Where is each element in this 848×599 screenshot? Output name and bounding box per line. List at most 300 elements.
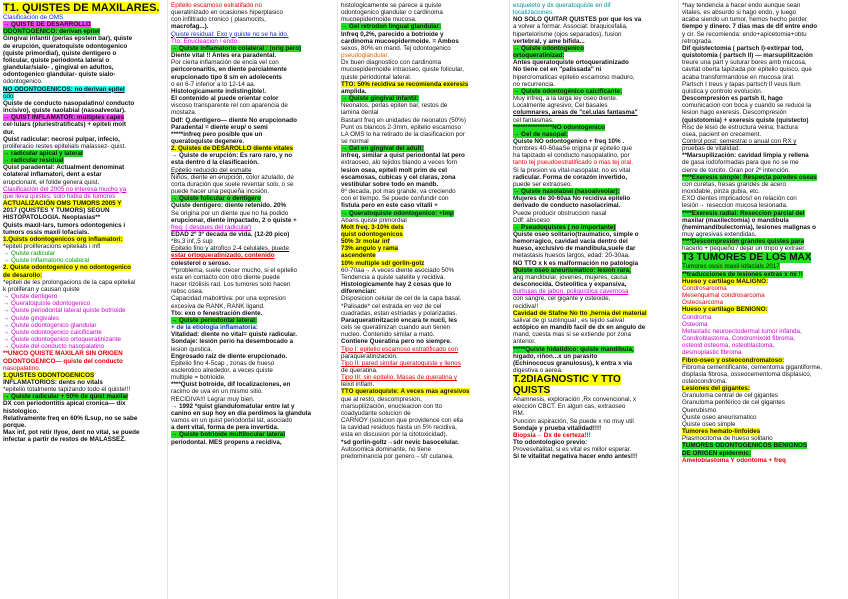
note-line: Ddf: absceso — [513, 216, 550, 224]
note-line: Puede producir obstruccion nasal — [513, 209, 607, 217]
note-line: odontogenico glandular- quiste sialo- — [3, 71, 116, 79]
note-line: puede ser extraoseo. — [513, 180, 573, 188]
note-line: treure una part y suturar bores amb mucosa, — [682, 59, 807, 67]
note-line: Tipo III: sin epitelio. Masas de queratina y — [341, 374, 457, 382]
note-line: Vitalidad: diente no vital= quiste radicular. — [171, 331, 298, 339]
section-heading: → Quiste folicular o dentigero — [171, 195, 261, 203]
list-item: → Queratoquiste odontogenico — [3, 300, 91, 308]
note-line: EDAD 2º 3º decada de vida. (12-20 pico) — [171, 231, 290, 238]
note-line: quistotomia ( partsch II) — marsupilitzación — [682, 52, 813, 60]
note-line: racimo de uva en un mismo sitio. — [171, 388, 264, 396]
section-heading: 2. Quiste odontogenico y no odontogenico — [3, 264, 132, 272]
note-line: Quiste residual: Exo y quiste no se ha ido. — [171, 30, 289, 38]
note-line: + de la etiologia inflamatoria: — [171, 324, 258, 332]
list-item: Metastatic neuroectodermal tumor infanda, — [682, 327, 802, 335]
note-line: **UNICO QUISTE MAXILAR SIN ORIGEN — [3, 350, 123, 358]
note-line: lesion hago exeresis. Descompresión — [682, 109, 787, 117]
note-line: 50% 3r molar inf — [341, 238, 390, 246]
section-heading: → Quiste odontogenico — [513, 44, 585, 52]
note-line: esta en contacto con otro diente puede — [171, 273, 280, 281]
section-heading: → QUISTE DE DESARROLLO — [3, 21, 91, 29]
note-line: hacer rizólisis rad. Los tumores solo hacen — [171, 281, 291, 289]
note-line: radicular. Forma de corazón invertido, — [513, 173, 628, 181]
note-line: ang mandibular, jovenes, mujeres, causa — [513, 273, 628, 281]
note-line: Tumores ossis maxil·lofacials 2017 — [682, 263, 780, 271]
list-item: Mesenquimal condrosarcoma — [682, 292, 765, 300]
note-line: colesterol o seroso. — [171, 259, 231, 267]
note-line: multiple = botrioide. — [171, 374, 226, 382]
section-heading: → Quiste nasolabial (nasoalveolar): — [513, 188, 620, 196]
note-line: Quiste dentigero: diente retenido. 20% — [171, 202, 287, 210]
note-line: 2017 (QUISTES Y TUMORS) SEGUN — [3, 207, 110, 215]
note-line: esta en discusion por la citotoxicidad). — [341, 431, 448, 439]
note-line: columnares, areas de "cel.ulas fantasma" — [513, 109, 638, 117]
note-line: Paraqueratinització encara te nucli, les — [341, 316, 458, 324]
list-item: Condroblastoma, Condromixoid fibroma, — [682, 335, 796, 343]
section-heading: ****Exeresis simple: Respecta paredes oseas — [682, 173, 817, 181]
note-line: Relativamente freq en 60% lLsup, no se sabe — [3, 414, 138, 422]
note-line: canino en sup hoy en dia perdimos la glandula — [171, 409, 311, 417]
note-line: hueso, exclusivo de mandibula,suele dar — [513, 245, 636, 253]
note-line: Neonatos, perlas epiten bar, restos de — [341, 102, 448, 110]
list-item: → Quiste odontogenico ortoqueratinizante — [3, 336, 121, 344]
note-line: → radicular residual — [3, 157, 64, 165]
note-line: infectar a partir de restos de MALASSEZ. — [3, 436, 126, 444]
note-line: con infiltrado cronico ( plasmocits, — [171, 16, 266, 24]
section-heading: → Quiste gingival infantil: — [341, 95, 419, 103]
note-line: de erupción, queratoquiste odontogenico — [3, 42, 128, 50]
note-line: Biopsia→ Dx de certeza!!! — [513, 431, 591, 439]
note-line: *epiteli de les prolongacions de la capa epitelial — [3, 278, 136, 286]
note-line: con curetas, fresas grandes de acero — [682, 180, 786, 188]
section-heading: → Quiste odontogénico calcificante: — [513, 87, 623, 95]
note-line: INFLAMATORIOS: dents no vitals — [3, 378, 103, 386]
note-line: incisivo), quiste naolabial (nasoalveolar). — [3, 107, 126, 115]
note-line: macrofag...). — [171, 23, 209, 31]
note-line: pericoronaritis, en diente parcialmente — [171, 66, 287, 74]
note-line: maxilar (maxilectomia) o mandibula — [682, 216, 789, 224]
note-line: → Quiste de erupción: Es raro raro, y no — [171, 152, 293, 160]
list-item: desmoplastic fibroma — [682, 349, 742, 357]
note-line: Capacidad mabolrtiva: por una expresion — [171, 295, 286, 303]
note-line: quiste periodontal lateral. — [341, 73, 412, 81]
note-line: *epitelio totalmente tapizando todo el quiste!!! — [3, 386, 131, 394]
list-item: → Quiste del conducto nasopalatino — [3, 343, 105, 351]
note-line: cel fantasmas. — [513, 116, 554, 124]
section-heading: Hueso y cartilago MALIGNO: — [682, 277, 769, 285]
note-line: Tto: Enucleacion / endo. — [171, 37, 239, 45]
note-line: excesiva de RANK, RANK ligand. — [171, 302, 265, 310]
note-line: coadyudante solucion de — [341, 409, 411, 417]
list-item: → Quiste periodontal lateral quiste botrioide — [3, 307, 126, 315]
note-line: Punción aspiración, Se puede x no muy util — [513, 417, 634, 425]
note-line: anterior. — [513, 338, 536, 346]
note-line: Ddf: Q.dentigero— diente No erupcionado — [171, 116, 297, 124]
note-line: Provesvitalitat, si es vital es millor esperar. — [513, 446, 632, 454]
note-line: lamina dental — [341, 109, 379, 117]
note-line: (quiste primordial), quiste dentigero o — [3, 49, 117, 57]
note-line: vitales, es absurdo si hago endo, y luego — [682, 9, 797, 17]
note-line: predominancia por genero→sfr cutanea, — [341, 452, 454, 460]
note-line: sexos, 80% en mand. Tej odontogenico — [341, 44, 451, 52]
section-heading: 1.Quists odontogenicos org inflamatori: — [3, 235, 123, 243]
note-line: cel·lulars (pluriestratificats) + epiteli molt — [3, 121, 126, 129]
list-item: Condroma — [682, 313, 712, 321]
note-line: salival de gl sublingual , es tejido salival — [513, 316, 624, 324]
note-line: Anamnesis, exploración ,Rx convencional, x — [513, 396, 637, 404]
note-line: Infreq 0,2%, parecido a botrioide y — [341, 30, 444, 38]
list-item: → Quiste odontogenico calcificante — [3, 328, 102, 336]
note-line: viscoso transparente rel con aparencia de — [171, 102, 288, 110]
note-line: Molt freq. 3-10% dels — [341, 223, 404, 231]
note-line: → 1992 *quist glandulomatular entre lat y — [171, 402, 295, 410]
note-line: NO TTO x k es malformación no patologia — [513, 259, 639, 267]
list-item: Osteoma — [682, 320, 708, 328]
note-line: cuadradas, estan estriadas y polarizadas. — [341, 309, 458, 317]
note-line: muy agresivas extendidas. — [682, 231, 757, 238]
note-line: Quists maxil·lars, tumors odontogenics i — [3, 221, 126, 229]
note-line: Muy infreq, a la larga ley oseo diente. — [513, 95, 618, 103]
note-line: marsupilización, enucleacion con tto — [341, 402, 443, 410]
note-line: Max inf, pot retir llyoe, dent no vital, se puede — [3, 429, 140, 437]
notes-column-5 — [682, 2, 845, 597]
note-line: Abans quiste primordial — [341, 216, 407, 224]
note-line: esqueleto y dx queratoquiste en dif — [513, 2, 611, 9]
note-line: tiempo y dinero. 7 dias mas de dif entre endo — [682, 23, 818, 31]
note-line: a volver a formar. Associat: braquicefalia, — [513, 23, 628, 31]
note-line: TTO: 50% recidiva se recomienda exeresis — [341, 80, 469, 88]
note-line: LA OMS lo ha retirado de la clasificacion por — [341, 130, 465, 138]
list-item: Plasmocitoma de hueso solitario — [682, 435, 773, 443]
section-heading: ACTUALIZACIÓN OMS TUMORS 2005 Y — [3, 200, 122, 208]
note-line: El contenido al puede orientar color — [171, 95, 279, 103]
note-line: Por cierta inflamación de encia vel con — [171, 59, 279, 67]
note-line: vertebral, y ame bifida... — [513, 37, 585, 45]
note-line: que lleva quistes, solo habla de tumores — [3, 192, 116, 200]
note-line: No tiene cel en "palissada" ni — [513, 66, 602, 74]
note-line: metastasis huesos largos, edad: 20-30aa. — [513, 252, 630, 260]
note-line: mucoepidermoide mucosa. — [341, 16, 417, 24]
list-item: Granuloma periférico de cel gigantes — [682, 399, 785, 407]
note-line: nucleo. Contenido similar a mató. — [341, 331, 435, 339]
note-line: acaba siendo un tumor, hemos hecho perder — [682, 16, 807, 24]
notes-column-1 — [3, 2, 164, 597]
note-line: CARNOY (solucion que providence con ella — [341, 417, 464, 425]
section-title: T.2DIAGNOSTIC Y TTO — [513, 374, 621, 386]
note-line: y cir. Se recomienda: endo+apicetomia+obtu — [682, 30, 807, 38]
note-line: Mujeres de 30-60aa No recidiva epitelio — [513, 195, 631, 203]
note-line: erupcionar, diente impactado, 2 o quiste + — [171, 216, 297, 224]
note-line: Engrosado raiz de diente erupcionado. — [171, 352, 288, 360]
section-title: QUISTS — [513, 385, 551, 397]
note-line: higado, riñon...x un parasito — [513, 352, 598, 360]
note-line: rebsc osea. — [171, 288, 204, 296]
note-line: no recurrencia. — [513, 80, 555, 88]
note-line: a dent vital, forma de pera invertida. — [171, 424, 279, 432]
note-line: Si te vitalitat negativa hacer endo antes!!! — [513, 453, 638, 461]
note-line: corta duración que suele reventar solo, o se — [171, 180, 294, 188]
note-line: osea, pacient en crecement. — [682, 130, 762, 138]
note-line: 73% angulo y rama — [341, 245, 399, 253]
list-item: Granuloma central de cel gigantes — [682, 392, 778, 400]
section-heading: ****************NO odontogenico — [513, 123, 606, 131]
note-line: TTO queratoquiste: A veces mas agresivos — [341, 388, 470, 396]
note-line: EXO dientes implicados// en relación con — [682, 195, 797, 203]
note-line: localizaciones. — [513, 9, 554, 17]
column-divider — [509, 0, 510, 599]
note-line: dur. — [3, 128, 15, 136]
list-item: Quiste oseo simple — [682, 420, 736, 428]
note-line: hacerlo + pequeño / dejar un tmpo y extraer. — [682, 245, 806, 253]
note-line: ODONTOGENICO— quiste del conducto — [3, 357, 123, 365]
note-line: hipertelorisme (ojos separados), fusion — [513, 30, 622, 38]
list-item: Quiste oseo aneurismatico — [682, 413, 757, 421]
list-item: → Quiste odontogenico glandular — [3, 321, 97, 329]
section-heading: → Pseudoquistes ( no importante) — [513, 223, 616, 231]
list-item: Querubismo — [682, 406, 717, 414]
note-line: vestibular sobre todo en mandb. — [341, 180, 439, 188]
note-line: elección CBCT. En algun cas, extraoseo — [513, 403, 626, 411]
note-line: Quiste de conducto nasopalatino/ conducto — [3, 99, 135, 107]
note-line: RM. — [513, 410, 525, 418]
notes-column-2 — [171, 2, 334, 597]
note-line: erupcionant, el folide genera quist. — [3, 178, 100, 186]
section-heading: ****Descompresión grandes quistes para — [682, 238, 805, 246]
note-line: se normal — [341, 137, 369, 145]
note-line: Partsch I treus y tapas partsch II veus llum — [682, 80, 801, 88]
note-line: Tipo I: epitelio escamoso estratificado con — [341, 345, 459, 353]
note-line: NO SOLO QUITAR QUISTES por que los va — [513, 16, 642, 24]
note-line: Epitelio escamoso estratifado no — [171, 2, 263, 9]
note-line: mand, cuesta mas si se extiende por zona — [513, 331, 631, 339]
section-heading: NO ODONTOGENICOS: no derivan epitel — [3, 85, 125, 93]
note-line: → Quiste radicular + 50% de quist maxilar — [3, 393, 129, 401]
note-line: esclerotico alrededor, a veces quiste — [171, 366, 273, 374]
note-line: escamosas, cubicas y cel claras, zona — [341, 173, 456, 181]
document-title: T1. QUISTES DE MAXILARES. — [3, 2, 160, 14]
note-line: mostaza. — [171, 109, 197, 117]
note-line: Niños, diente en erupción, color azulado, de — [171, 173, 294, 181]
note-line: Quiste oseo aneurismático: lesion rara, — [513, 266, 631, 274]
list-item: Fibroma cementificante, cementoma gigantiforme, — [682, 363, 822, 371]
note-line: retrograda. — [682, 37, 713, 45]
section-heading: → Quiste inflamatorio colateral : (orig pero) — [171, 44, 302, 52]
section-heading: de desarollo: — [3, 271, 43, 279]
section-heading: Fibro-oseo y osteocondromatoso: — [682, 356, 785, 364]
note-line: Contiene Queratina pero no siempre. — [341, 338, 452, 346]
list-item: osteoid osteoma, osteoblastoma, — [682, 342, 775, 350]
note-line: lesión→ reseccion mucosa lesionada. — [682, 202, 788, 210]
notes-column-3 — [341, 2, 506, 597]
note-line: de queratina. — [341, 366, 378, 374]
note-line: Quist radicular: necrosi pulpar, infecio, — [3, 135, 120, 143]
note-line: Dif quistectomia ( partsch I)-extirpar tod, — [682, 44, 804, 52]
note-line: periodontal. MES propens a recidiva, — [171, 438, 282, 446]
list-item: Ameloblastoma Y odontoma + freq — [682, 456, 786, 464]
list-item: Condrosarcoma — [682, 284, 727, 292]
note-line: queratoquiste degenere. — [171, 137, 245, 145]
note-line: fistula pero en este caso vitalli + — [341, 202, 438, 210]
note-line: Clasificación de OMS — [3, 14, 64, 21]
section-heading: Hueso y cartilago BENIGNO: — [682, 306, 768, 314]
note-line: Histologicamente hay 2 cosas que lo — [341, 281, 452, 289]
section-heading: → QUIST INFLAMATOR: múltiples capes — [3, 114, 125, 122]
note-line: Tto odontologico previo: — [513, 439, 588, 447]
note-line: lesion quistica. — [171, 345, 213, 353]
note-line: Risc de lesió de estructura veina, fractura — [682, 123, 798, 131]
note-line: con el tiempo. Se puede confundir con — [341, 195, 449, 203]
note-line: → radicular apical y lateral — [3, 149, 83, 157]
note-line: acaba transformandose en mucosa oral. — [682, 73, 795, 81]
note-line: Descompresión es partsh II, hago — [682, 95, 783, 103]
list-item: → Quiste radicular — [3, 250, 56, 258]
list-item: → Quiste gingivales — [3, 314, 59, 322]
note-line: *epiteli proliferacions epitelials i infl — [3, 243, 101, 250]
note-line: 10% multiple sd/ gorlin-golz — [341, 259, 425, 267]
note-line: histologico. — [3, 407, 39, 415]
note-line: Paradental = diente erup/ o semi — [171, 123, 268, 131]
column-divider — [337, 0, 338, 599]
note-line: Epitelio reducido del esmalte — [171, 166, 252, 174]
section-heading: 1.QUISTES ODONTOGENICOS — [3, 371, 95, 379]
note-line: Sondaje y prueba vitalidad!!!! — [513, 424, 602, 432]
note-line: porque. — [3, 421, 27, 429]
note-line: Punt os blancos 2-3mm, epitelio escamoso — [341, 123, 462, 131]
note-line: Autosomica dominante, no tiene — [341, 445, 431, 453]
note-line: desconocida. Osteolitica y expansiva, — [513, 281, 627, 289]
section-heading: → Queratoquiste odontogenico: +Imp — [341, 209, 454, 217]
note-line: o en 6-7 inferior a lo 12-14 aa. — [171, 80, 256, 88]
note-line: hombres 40-60aaSe origina pr epitelio que — [513, 145, 633, 153]
note-line: cierre de torcito. Gran por 2º intención. — [682, 166, 791, 174]
note-line: inoxidable, pinza gubia, etc. — [682, 188, 760, 196]
note-line: hemorragico, cavidad vacia dentro del — [513, 238, 628, 246]
note-line: la cavidad residuos hasta un 5% recidiva, — [341, 424, 457, 432]
note-line: comunicacion con boca y cuando se reduce la — [682, 102, 812, 110]
note-line: Tto: exo o fenestración diente. — [171, 309, 263, 317]
section-heading: 2. Quistes de DESAROLLO diente vitales — [171, 145, 294, 153]
note-line: teixit inflam. — [341, 381, 375, 389]
section-heading: *****Quiste hidatidico: quiste mandibula, — [513, 345, 634, 353]
note-line: freq. ( despues del radicular) — [171, 223, 252, 231]
note-line: colateral inflamatori, dent a estar — [3, 171, 102, 179]
note-line: *hay tendencia a hacer endo aunque sean — [682, 2, 801, 9]
note-line: (Echinococus granulosus), k entra x via — [513, 359, 632, 367]
section-heading: Lesiones del gigantes: — [682, 385, 750, 393]
note-line: pruebas de vitalidad. — [682, 145, 741, 153]
note-line: ha tapizado el conducto nasopalatino, por — [513, 152, 630, 160]
note-line: Se origina por un diente que no ha podido — [171, 209, 289, 217]
notes-column-4 — [513, 2, 675, 597]
note-line: Diente vital !! Antes era paradental. — [171, 52, 277, 60]
note-line: Disposicion celular de cel de la capa basal. — [341, 295, 462, 303]
note-line: lesion osea, epiteli molt prim de cel — [341, 166, 448, 174]
note-line: puede hacer una pequeña incisión. — [171, 188, 270, 196]
section-heading: ****Exeresis radial: Reseccion parcial del — [682, 209, 805, 217]
note-line: odo — [3, 92, 14, 100]
note-line: que al resto, descompresion, — [341, 395, 422, 403]
note-line: tumors ossis maxil·lofacials. — [3, 228, 90, 236]
note-line: histologicamente se parece a quiste — [341, 2, 442, 9]
section-heading: ortoqueratinizad: — [513, 52, 565, 60]
section-heading: → Gel retrodon lingual glandular: — [341, 23, 442, 31]
note-line: folicular, quiste periodonta lateral o — [3, 56, 110, 64]
note-line: **problema, suele crecer mucho, si el epitelio — [171, 266, 297, 274]
column-divider — [678, 0, 679, 599]
note-line: Quiste NO odontogenico + freq 10% . — [513, 137, 625, 145]
note-line: Quiste oseo solitario(traumatico, simple o — [513, 231, 639, 238]
note-line: **traducciones de lesiones extras x mi !! — [682, 270, 803, 278]
note-line: RECIDIVA!!! Legrar muy bien. — [171, 395, 255, 403]
section-heading: DE ORIGEN epidermic: — [682, 449, 751, 457]
note-line: Infreq, similar a quist periodontal lat pero — [341, 152, 465, 160]
note-line: Gingival infantil (perlas epstein bar), quiste — [3, 35, 133, 43]
note-line: paraqueratinización. — [341, 352, 398, 360]
section-heading: → Gel en gingival del adult: — [341, 145, 424, 153]
note-line: *Palisade* cel estrada en vez de cel — [341, 302, 442, 310]
note-line: mucoepidermoide intraoseo, quiste folicular, — [341, 66, 464, 74]
note-line: DX con periodontitis apical cronica— dix — [3, 400, 126, 408]
note-line: ascendente — [341, 252, 376, 260]
section-title: T3 TUMORES DE LOS MAX — [682, 252, 812, 264]
note-line: (quistotomia) + exeresis quiste (quistecto) — [682, 116, 809, 124]
note-line: tanto tej pseudoestratificado o mas tej oral. — [513, 159, 634, 167]
note-line: vamos en un quist periodontal lat, asociado — [171, 417, 293, 425]
note-line: amplida. — [341, 87, 367, 95]
note-line: HISTOPATOLOGIA. Neoplasias** — [3, 214, 101, 222]
section-heading: Tumores hemato-linfoides — [682, 428, 761, 436]
list-item: osteocondroma. — [682, 377, 728, 385]
note-line: recidiva!! — [513, 302, 539, 310]
list-item: Osteosarcoma — [682, 299, 723, 307]
note-line: Clasificación del 2005 no interesa mucho ya — [3, 185, 127, 193]
note-line: 60-70aa→ A veces diente asociado 50% — [341, 266, 455, 274]
section-heading: → Quiste periodontal lateral: — [171, 316, 258, 324]
note-line: odontogenico glandular o cardinoma — [341, 9, 443, 17]
note-line: queratinizado en ocasiones hiperplasico — [171, 9, 284, 17]
note-line: proliferacio restes epitelials malassez- quist. — [3, 142, 127, 150]
note-line: quist odontogenicos — [341, 231, 403, 238]
note-line: burbujas de jabon, poliquistica cavernosa — [513, 288, 629, 296]
note-line: ectópico en mandib facil de dx en angulo de — [513, 324, 646, 332]
note-line: ****Quist botroide, dif localizaciones, en — [171, 381, 291, 389]
list-item: → Quiste dentigero — [3, 293, 58, 301]
note-line: *****infreq pero posible que un — [171, 130, 263, 138]
note-line: esta dentro d la clasificación. — [171, 159, 259, 167]
note-line: cavitat oberta tapizada por epitelio quisco, que — [682, 66, 812, 74]
note-line: Tendencia a quiste satelite y recidiva. — [341, 273, 446, 281]
note-line: *sd gorlin-goltz→sdr nevic basocelular. — [341, 438, 459, 446]
note-line: Tipo II: pared similar queratoquiste y llenos — [341, 359, 461, 367]
note-line: k proliferan y causan quiste — [3, 285, 80, 293]
note-line: con sangre, cel gigante y osteoide, — [513, 295, 611, 303]
column-divider — [167, 0, 168, 599]
note-line: erupcionado tipo 8 s/n en adolecents — [171, 73, 282, 81]
note-line: Cavidad de Stafne No tto ,hernia del material — [513, 309, 647, 317]
note-line: Localmente agresivo, Cel basales — [513, 102, 608, 110]
note-line: 6º decada, pot mas grande, va creciendo — [341, 188, 456, 196]
note-line: quistica y controlo evolución. — [682, 87, 763, 95]
note-line: cardinoma mucoepidermoide. = Ambos — [341, 37, 459, 45]
note-line: estar ortoqueratinizado, contenido — [171, 252, 275, 260]
note-line: extraoseo, alo tejidos blando a veces forn — [341, 159, 458, 167]
note-line: hipercromaticas epitelio escamoso maduro, — [513, 73, 635, 81]
note-line: Epitelio fino y atrofico 2-4 celulales, puede — [171, 245, 289, 253]
note-line: Quist paradental: Actualment denominat — [3, 164, 125, 172]
note-line: Control post: semestral o anual con RX y — [682, 137, 797, 145]
note-line: glandular/sialo- , gingival en adultos, — [3, 64, 114, 72]
note-line: diferencian: — [341, 288, 377, 296]
